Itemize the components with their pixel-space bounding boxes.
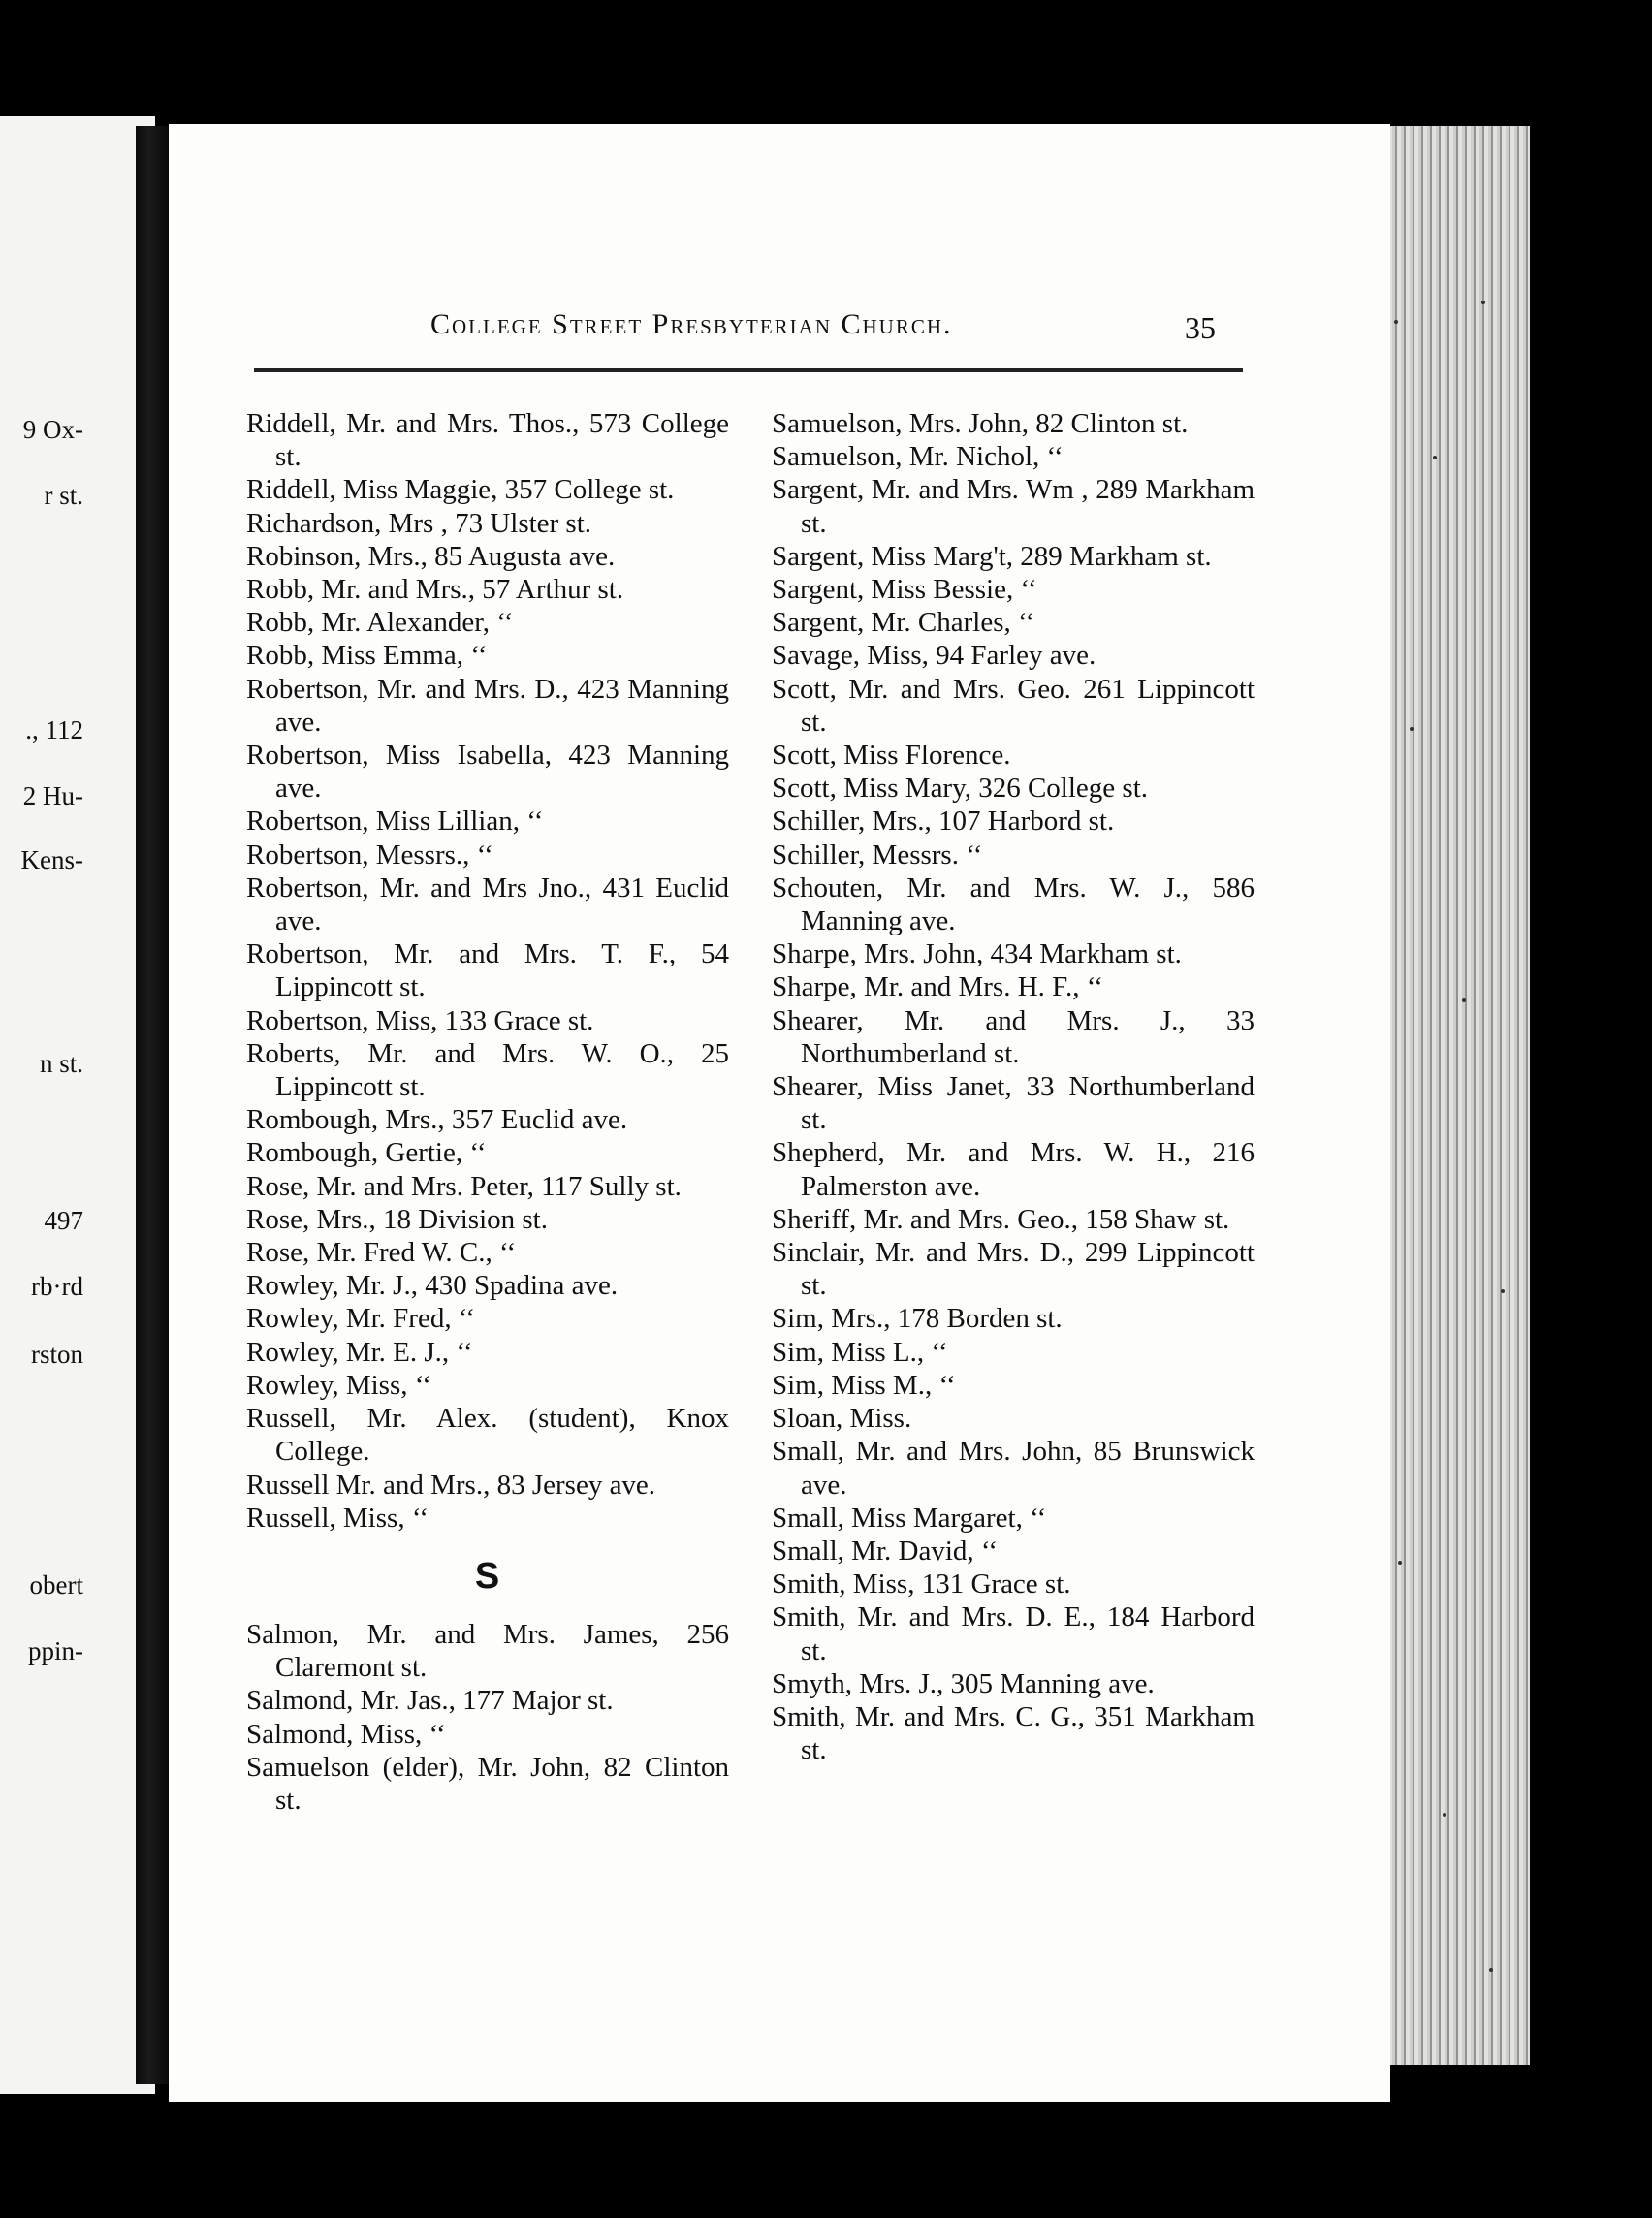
directory-entry: Small, Mr. David, ‘‘ [772, 1535, 999, 1567]
directory-entry: Schiller, Mrs., 107 Harbord st. [772, 806, 1115, 838]
directory-entry: Small, Miss Margaret, ‘‘ [772, 1502, 1047, 1534]
directory-entry: Sargent, Miss Marg't, 289 Markham st. [772, 540, 1212, 572]
header-rule [254, 368, 1243, 372]
directory-entry: Robertson, Miss Isabella, 423 Manning ave. [246, 740, 729, 805]
directory-entry: Samuelson (elder), Mr. John, 82 Clinton st. [246, 1751, 729, 1816]
facing-page-text: ppin- [28, 1636, 83, 1665]
directory-entry: Robertson, Miss, 133 Grace st. [246, 1004, 594, 1036]
directory-entry: Robertson, Miss Lillian, ‘‘ [246, 806, 544, 838]
facing-page-fragment [0, 116, 155, 2094]
directory-entry: Riddell, Mr. and Mrs. Thos., 573 College st. [246, 408, 729, 473]
facing-page-text: ., 112 [25, 715, 83, 745]
directory-entry: Scott, Miss Florence. [772, 740, 1011, 772]
page-title: College Street Presbyterian Church. [430, 308, 953, 340]
directory-entry: Sheriff, Mr. and Mrs. Geo., 158 Shaw st. [772, 1203, 1230, 1235]
directory-entry: Sim, Mrs., 178 Borden st. [772, 1303, 1063, 1335]
directory-entry: Robb, Miss Emma, ‘‘ [246, 640, 488, 672]
directory-entry: Samuelson, Mr. Nichol, ‘‘ [772, 441, 1064, 473]
facing-page-text: rston [31, 1340, 83, 1369]
directory-entry: Robinson, Mrs., 85 Augusta ave. [246, 540, 616, 572]
page-number: 35 [1185, 310, 1216, 345]
directory-entry: Sargent, Miss Bessie, ‘‘ [772, 574, 1037, 606]
directory-entry: Robertson, Messrs., ‘‘ [246, 839, 493, 871]
book-gutter [136, 126, 169, 2084]
directory-entry: Smith, Mr. and Mrs. C. G., 351 Markham st. [772, 1700, 1255, 1766]
directory-entry: Rowley, Miss, ‘‘ [246, 1369, 431, 1401]
right-column [772, 407, 1255, 1766]
facing-page-text: Kens- [20, 845, 83, 874]
directory-entry: Robertson, Mr. and Mrs. D., 423 Manning ave. [246, 673, 729, 738]
directory-entry: Rose, Mr. and Mrs. Peter, 117 Sully st. [246, 1170, 682, 1202]
directory-entry: Richardson, Mrs , 73 Ulster st. [246, 507, 592, 539]
directory-entry: Savage, Miss, 94 Farley ave. [772, 640, 1096, 672]
directory-entry: Rowley, Mr. E. J., ‘‘ [246, 1336, 473, 1368]
directory-entry: Sloan, Miss. [772, 1403, 912, 1435]
facing-page-text: n st. [39, 1049, 83, 1078]
directory-entry: Russell Mr. and Mrs., 83 Jersey ave. [246, 1469, 656, 1501]
facing-page-text: rb·rd [31, 1272, 83, 1301]
directory-entry: Robb, Mr. and Mrs., 57 Arthur st. [246, 574, 624, 606]
section-letter-heading: S [474, 1555, 501, 1597]
directory-entry: Small, Mr. and Mrs. John, 85 Brunswick ave. [772, 1436, 1255, 1501]
facing-page-text: 9 Ox- [22, 415, 83, 444]
directory-entry: Rombough, Mrs., 357 Euclid ave. [246, 1104, 628, 1136]
directory-entry: Russell, Miss, ‘‘ [246, 1502, 429, 1534]
directory-entry: Rombough, Gertie, ‘‘ [246, 1137, 487, 1169]
directory-entry: Rowley, Mr. J., 430 Spadina ave. [246, 1270, 619, 1302]
directory-entry: Rowley, Mr. Fred, ‘‘ [246, 1303, 475, 1335]
directory-entry: Sim, Miss L., ‘‘ [772, 1336, 948, 1368]
directory-entry: Riddell, Miss Maggie, 357 College st. [246, 474, 675, 506]
facing-page-text: obert [29, 1570, 83, 1600]
directory-entry: Sargent, Mr. and Mrs. Wm , 289 Markham st. [772, 474, 1255, 539]
directory-entry: Sharpe, Mr. and Mrs. H. F., ‘‘ [772, 971, 1103, 1003]
directory-entry: Smith, Mr. and Mrs. D. E., 184 Harbord st. [772, 1601, 1255, 1666]
directory-entry: Robb, Mr. Alexander, ‘‘ [246, 607, 514, 639]
directory-entry: Sharpe, Mrs. John, 434 Markham st. [772, 938, 1182, 970]
directory-entry: Russell, Mr. Alex. (student), Knox College. [246, 1403, 729, 1468]
running-header [169, 308, 1390, 366]
directory-entry: Shearer, Miss Janet, 33 Northumberland st. [772, 1071, 1255, 1136]
directory-entry: Samuelson, Mrs. John, 82 Clinton st. [772, 408, 1189, 439]
directory-entry: Scott, Miss Mary, 326 College st. [772, 773, 1149, 805]
directory-entry: Sim, Miss M., ‘‘ [772, 1369, 956, 1401]
directory-entry: Sinclair, Mr. and Mrs. D., 299 Lippincott st. [772, 1237, 1255, 1302]
left-column [246, 407, 729, 1817]
directory-entry: Roberts, Mr. and Mrs. W. O., 25 Lippincott st. [246, 1037, 729, 1103]
directory-entry: Salmond, Mr. Jas., 177 Major st. [246, 1685, 614, 1717]
facing-page-text: r st. [44, 481, 83, 510]
directory-entry: Rose, Mr. Fred W. C., ‘‘ [246, 1237, 517, 1269]
directory-entry: Smith, Miss, 131 Grace st. [772, 1568, 1071, 1600]
directory-entry: Smyth, Mrs. J., 305 Manning ave. [772, 1667, 1155, 1699]
directory-entry: Salmond, Miss, ‘‘ [246, 1718, 446, 1750]
directory-entry: Sargent, Mr. Charles, ‘‘ [772, 607, 1035, 639]
directory-entry: Shearer, Mr. and Mrs. J., 33 Northumberland st. [772, 1004, 1255, 1069]
facing-page-text: 497 [44, 1206, 83, 1235]
directory-entry: Shepherd, Mr. and Mrs. W. H., 216 Palmerston ave. [772, 1137, 1255, 1202]
directory-entry: Rose, Mrs., 18 Division st. [246, 1203, 548, 1235]
directory-entry: Salmon, Mr. and Mrs. James, 256 Claremont st. [246, 1618, 729, 1684]
directory-entry: Robertson, Mr. and Mrs Jno., 431 Euclid ave. [246, 871, 729, 937]
page-edges [1375, 126, 1530, 2065]
directory-entry: Schiller, Messrs. ‘‘ [772, 839, 983, 871]
directory-entry: Scott, Mr. and Mrs. Geo. 261 Lippincott st. [772, 673, 1255, 738]
facing-page-text: 2 Hu- [22, 781, 83, 810]
directory-entry: Robertson, Mr. and Mrs. T. F., 54 Lippincott st. [246, 938, 729, 1003]
directory-entry: Schouten, Mr. and Mrs. W. J., 586 Manning ave. [772, 871, 1255, 937]
